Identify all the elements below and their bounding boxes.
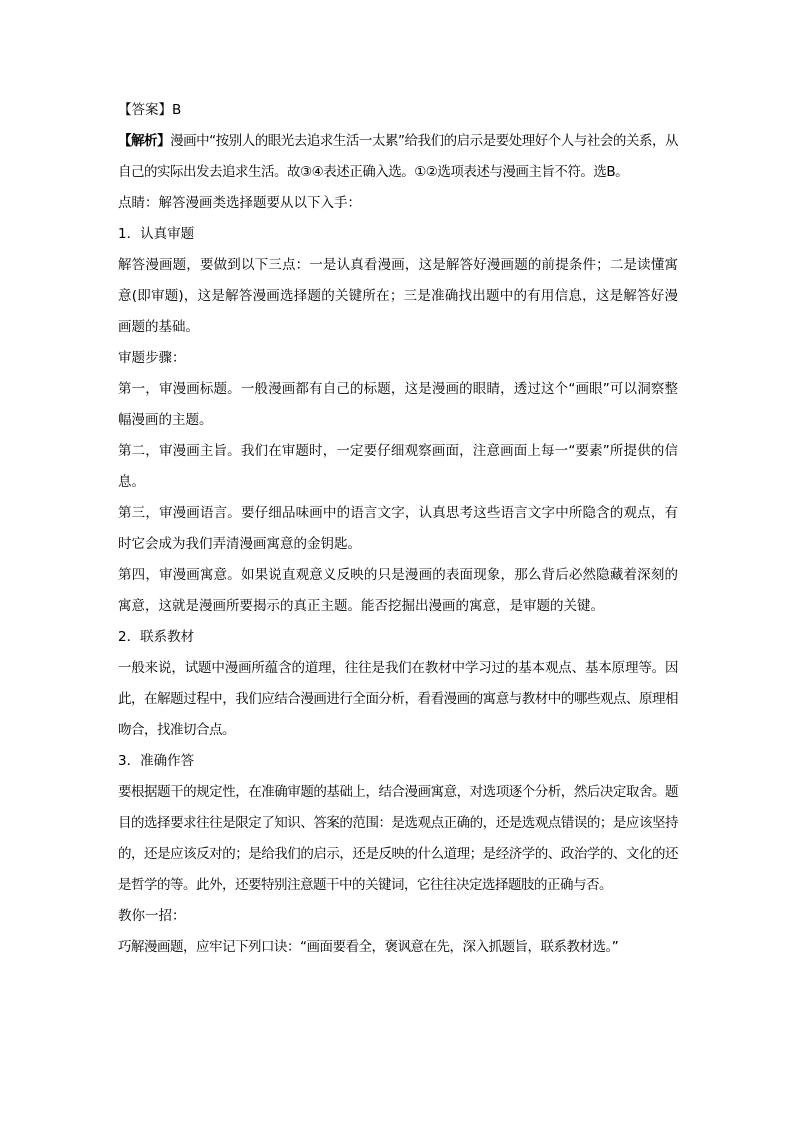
paragraph: 第二，审漫画主旨。我们在审题时，一定要仔细观察画面，注意画面上每一“要素”所提供的信息。: [118, 443, 678, 490]
paragraph: 第四，审漫画寓意。如果说直观意义反映的只是漫画的表面现象，那么背后必然隐藏着深刻的寓意，这就是漫画所要揭示的真正主题。能否挖掘出漫画的寓意，是审题的关键。: [118, 567, 678, 614]
analysis-paragraph: [118, 126, 678, 188]
paragraph: 第三，审漫画语言。要仔细品味画中的语言文字，认真思考这些语言文字中所隐含的观点，有时它会成为我们弄清漫画寓意的金钥匙。: [118, 505, 678, 552]
paragraph: 解答漫画题，要做到以下三点：一是认真看漫画，这是解答好漫画题的前提条件；二是读懂寓意(即审题)，这是解答漫画选择题的关键所在；三是准确找出题中的有用信息，这是解答好漫画题的基础。: [118, 257, 678, 335]
paragraph: 要根据题干的规定性，在准确审题的基础上，结合漫画寓意，对选项逐个分析，然后决定取舍。题目的选择要求往往是限定了知识、答案的范围：是选观点正确的，还是选观点错误的；是应该坚持的，还是应该反对的；是给我们的启示，还是反映的什么道理；是经济学的、政治学的、文化的还是哲学的等。此外，还要特别注意题干中的关键词，它往往决定选择题肢的正确与否。: [118, 784, 678, 893]
trick-text: 巧解漫画题，应牢记下列口诀：“画面要看全，褒讽意在先，深入抓题旨，联系教材选。”: [118, 939, 619, 955]
answer-label: 【答案】: [118, 102, 172, 118]
answer-value: B: [172, 102, 182, 118]
analysis-text: 漫画中“按别人的眼光去追求生活一太累”给我们的启示是要处理好个人与社会的关系，从自己的实际出发去追求生活。故③④表述正确入选。①②选项表述与漫画主旨不符。选B。: [118, 133, 678, 180]
document-page: [118, 95, 678, 963]
section-heading: 2．联系教材: [118, 629, 195, 645]
paragraph: 第一，审漫画标题。一般漫画都有自己的标题，这是漫画的眼睛，透过这个“画眼”可以洞察整幅漫画的主题。: [118, 381, 678, 428]
paragraph: 一般来说，试题中漫画所蕴含的道理，往往是我们在教材中学习过的基本观点、基本原理等。因此，在解题过程中，我们应结合漫画进行全面分析，看看漫画的寓意与教材中的哪些观点、原理相吻合，找准切合点。: [118, 660, 678, 738]
section-heading: 1．认真审题: [118, 226, 195, 242]
trick-heading: 教你一招：: [118, 908, 186, 924]
tip-intro: 点睛：解答漫画类选择题要从以下入手：: [118, 195, 361, 211]
answer-line: [118, 95, 678, 126]
section-heading: 3．准确作答: [118, 753, 195, 769]
paragraph: 审题步骤：: [118, 350, 186, 366]
analysis-label: 【解析】: [118, 133, 171, 149]
